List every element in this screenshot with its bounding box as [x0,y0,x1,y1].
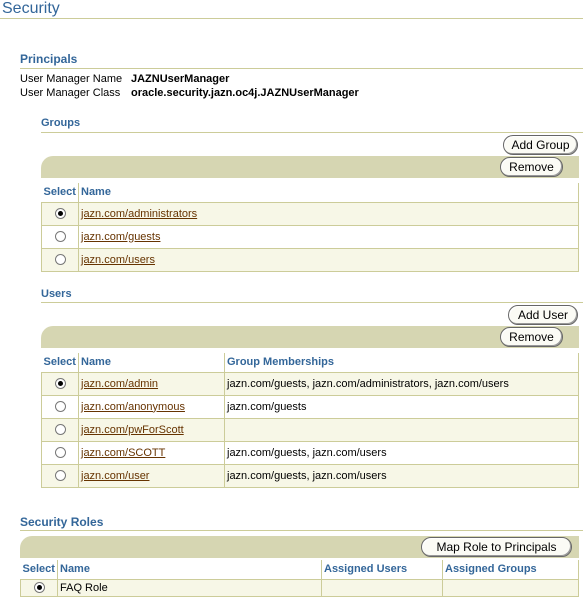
table-row [42,202,579,225]
table-row [42,418,579,441]
table-row [42,248,579,271]
user-link[interactable]: jazn.com/pwForScott [81,423,184,436]
row-select[interactable] [42,202,79,225]
radio-button[interactable] [55,254,66,265]
map-role-button[interactable]: Map Role to Principals [421,537,572,557]
add-group-button[interactable]: Add Group [503,135,578,155]
title-divider [0,18,583,19]
page-title: Security [2,0,60,17]
col-name: Name [58,560,322,579]
row-name [79,395,225,418]
user-manager-name-value: JAZNUserManager [131,73,230,85]
user-manager-class-label: User Manager Class [20,87,121,99]
remove-group-button[interactable]: Remove [500,157,563,177]
groups-toolbar [41,156,579,178]
row-groups: jazn.com/guests, jazn.com/users [225,464,579,487]
row-groups: jazn.com/guests, jazn.com/administrators, jazn.com/users [225,372,579,395]
radio-button[interactable] [55,470,66,481]
group-link[interactable]: jazn.com/guests [81,230,161,243]
row-name [79,248,579,271]
row-name: FAQ Role [58,579,322,596]
row-name [79,225,579,248]
principals-heading: Principals [20,52,78,66]
user-manager-name-row [20,73,229,85]
row-groups: jazn.com/guests, jazn.com/users [225,441,579,464]
row-assigned-users [322,579,443,596]
group-link[interactable]: jazn.com/users [81,253,155,266]
row-groups [225,418,579,441]
group-link[interactable]: jazn.com/administrators [81,207,198,220]
groups-divider [41,132,583,133]
radio-button[interactable] [55,231,66,242]
radio-button[interactable] [55,378,66,389]
row-select[interactable] [42,225,79,248]
table-row [42,441,579,464]
user-link[interactable]: jazn.com/user [81,469,150,482]
row-name [79,202,579,225]
users-divider [41,302,583,303]
user-manager-class-value: oracle.security.jazn.oc4j.JAZNUserManager [131,87,359,99]
row-select[interactable] [21,579,58,596]
row-groups: jazn.com/guests [225,395,579,418]
table-row [42,464,579,487]
col-select: Select [42,353,79,372]
radio-button[interactable] [34,582,45,593]
col-name: Name [79,183,579,202]
col-select: Select [21,560,58,579]
add-user-button[interactable]: Add User [508,305,578,325]
roles-header-row [21,560,579,579]
row-assigned-groups [443,579,579,596]
col-select: Select [42,183,79,202]
user-manager-name-label: User Manager Name [20,73,123,85]
row-select[interactable] [42,464,79,487]
row-name [79,441,225,464]
row-name [79,372,225,395]
groups-heading: Groups [41,117,81,129]
remove-user-button[interactable]: Remove [500,327,563,347]
row-select[interactable] [42,418,79,441]
row-name [79,418,225,441]
security-roles-heading: Security Roles [20,515,104,529]
col-assigned-users: Assigned Users [322,560,443,579]
users-header-row [42,353,579,372]
row-select[interactable] [42,441,79,464]
users-heading: Users [41,288,72,300]
row-select[interactable] [42,248,79,271]
col-group-memberships: Group Memberships [225,353,579,372]
roles-table [20,560,579,597]
col-name: Name [79,353,225,372]
table-row [21,579,579,596]
col-assigned-groups: Assigned Groups [443,560,579,579]
row-select[interactable] [42,372,79,395]
groups-table [41,183,579,272]
user-link[interactable]: jazn.com/admin [81,377,159,390]
radio-button[interactable] [55,208,66,219]
user-link[interactable]: jazn.com/anonymous [81,400,185,413]
table-row [42,395,579,418]
roles-divider [20,530,583,531]
principals-divider [20,68,583,69]
row-name [79,464,225,487]
user-link[interactable]: jazn.com/SCOTT [81,446,166,459]
radio-button[interactable] [55,424,66,435]
table-row [42,372,579,395]
user-manager-class-row [20,87,359,99]
users-table [41,353,579,488]
radio-button[interactable] [55,447,66,458]
groups-header-row [42,183,579,202]
table-row [42,225,579,248]
users-toolbar [41,326,579,348]
row-select[interactable] [42,395,79,418]
radio-button[interactable] [55,401,66,412]
